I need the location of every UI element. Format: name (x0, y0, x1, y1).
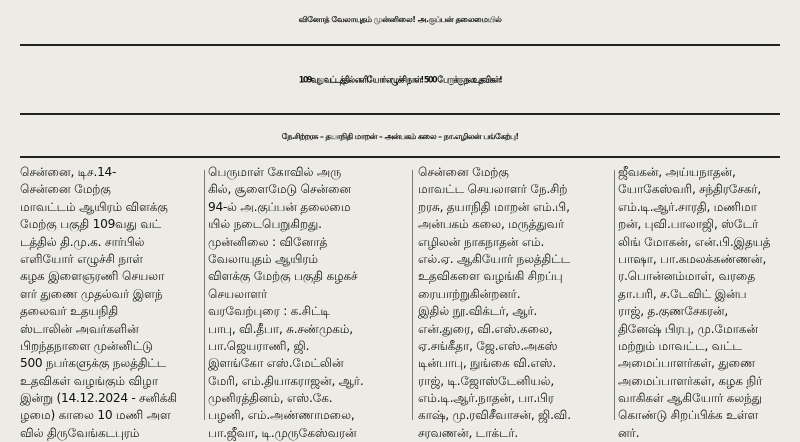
article-line: சென்னை மேற்கு (418, 165, 509, 179)
article-line: எம்.டி.ஆர்.நாதன், பா.பிர (418, 391, 554, 406)
article-line: வேலாயுதம் ஆயிரம் (208, 251, 318, 266)
article-line: டத்தில் தி.மு.க. சார்பில் (20, 234, 145, 249)
article-line: வரவேற்புரை : க.சிட்டி (208, 304, 330, 319)
article-line: பா.ஜீவா, டி.முருகேஸ்வரன் (208, 425, 357, 440)
article-line: எல்.ஏ. ஆகியோர் நலத்திட்ட (418, 251, 571, 266)
top-headline: வினோத் வேலாயுதம் முன்னிலை! அ.குப்பன் தலைமையில் (298, 15, 502, 24)
main-headline: 109வது வட்டத்தில் எளியோர் எழுச்சி நாள்! 500 பேருக்கு நலஉதவிகள்! (298, 74, 502, 85)
article-line: 500 நபர்களுக்கு நலத்திட்ட (20, 356, 167, 371)
article-line: எழிலன் நாகநாதன் எம். (418, 234, 545, 249)
article-line: மாவட்டம் ஆயிரம் விளக்கு (20, 199, 168, 214)
column-divider (614, 170, 615, 420)
article-line: ளர் துணை முதல்வர் இளந் (20, 286, 163, 301)
article-line: மேரி, எம்.தியாகராஜன், ஆர். (208, 373, 364, 388)
article-column-4 (618, 164, 798, 440)
article-line: பழனி, எம்.அண்ணாமலை, (208, 408, 355, 423)
article-line: அமைப்பாளர்கள், கழக நிர் (618, 373, 763, 388)
article-line: முனிரத்தினம், எஸ்.கே. (208, 391, 333, 406)
article-line: சென்னை, டிச.14- (20, 165, 117, 179)
article-line: விளக்கு மேற்கு பகுதி கழகச் (208, 269, 358, 284)
article-line: கில், சூளைமேடு சென்னை (208, 182, 352, 197)
article-line: பெருமாள் கோவில் அரு (208, 165, 342, 179)
article-line: ஸ்டாலின் அவர்களின் (20, 321, 139, 336)
article-line: இதில் நூ.விக்டர், ஆர். (418, 304, 538, 319)
article-line: உதவிகளை வழங்கி சிறப்பு (418, 269, 563, 284)
article-line: இன்று (14.12.2024 - சனிக்கி (20, 391, 177, 406)
article-line: வில் திருவேங்கடபுரம் (20, 425, 140, 440)
article-line: கழக இளைஞரணி செயலா (20, 269, 165, 284)
article-line: னர். (618, 425, 640, 440)
divider (20, 44, 780, 46)
article-line: எம்.டி.ஆர்.சாரதி, மணிமா (618, 199, 757, 214)
article-line: பா.ஜெயராணி, ஜி. (208, 338, 310, 353)
article-line: என்.துரை, வி.எஸ்.கலை, (418, 321, 553, 336)
article-line: முன்னிலை : வினோத் (208, 234, 328, 249)
article-line: ஜீவகன், அய்யநாதன், (618, 165, 736, 179)
article-line: அமைப்பாளர்கள், துணை (618, 356, 756, 371)
article-column-1 (20, 164, 200, 440)
article-line: மேற்கு பகுதி 109வது வட் (20, 217, 162, 232)
article-line: ராஜ், டி.ஜோஸ்டேனியல், (418, 373, 554, 388)
article-line: காஷ், மு.ரவிசீவாசன், ஜி.வி. (418, 408, 571, 423)
article-line: வாகிகள் ஆகியோர் கலந்து (618, 391, 762, 406)
article-line: கொண்டு சிறப்பிக்க உள்ள (618, 408, 759, 423)
article-line: லிங் மோகன், என்.பி.இதயத் (618, 234, 771, 249)
article-column-2 (208, 164, 403, 440)
article-line: மாவட்ட செயலாளர் நே.சிற் (418, 182, 568, 197)
divider (20, 113, 780, 115)
sub-headline: நே.சிற்றரசு – தயாநிதி மாறன் – அன்பகம் கலை – நா.எழிலன் பங்கேற்பு! (281, 132, 519, 141)
article-line: ழமை) காலை 10 மணி அள (20, 408, 171, 423)
article-line: தா.பரி, ச.டேவிட் இன்ப (618, 286, 747, 301)
article-line: ர.பொன்னம்மாள், வரதை (618, 269, 755, 284)
article-line: டின்பாபு, நுங்கை வி.எஸ். (418, 356, 556, 371)
article-line: உதவிகள் வழங்கும் விழா (20, 373, 158, 388)
article-line: சரவணன், டாக்டர். (418, 425, 518, 440)
article-line: ஏ.சங்கீதா, ஜே.எஸ்.அகஸ் (418, 338, 558, 353)
article-line: பிறந்தநாளை முன்னிட்டு (20, 338, 153, 353)
article-line: யோகேஸ்வரி, சந்திரசேகர், (618, 182, 761, 197)
article-line: மற்றும் மாவட்ட, வட்ட (618, 338, 742, 353)
column-divider (412, 170, 413, 420)
column-divider (204, 170, 205, 420)
article-column-3 (418, 164, 608, 440)
article-line: இளங்கோ எஸ்.மேட்லின் (208, 356, 344, 371)
article-line: பாபு, வி.தீபா, சு.சண்முகம், (208, 321, 353, 336)
article-line: றன், புவி.பாலாஜி, ஸ்டேர் (618, 217, 759, 232)
article-line: செயலாளர் (208, 286, 268, 301)
article-line: அன்பகம் கலை, மருத்துவர் (418, 217, 564, 232)
article-body (20, 164, 795, 440)
divider (20, 156, 780, 158)
article-line: ரையாற்றுகின்றனர். (418, 286, 521, 301)
article-line: றரசு, தயாநிதி மாறன் எம்.பி, (418, 199, 570, 214)
article-line: சென்னை மேற்கு (20, 182, 111, 197)
article-line: தினேஷ் பிரபு, மு.மோகன் (618, 321, 758, 336)
article-line: பாஷா, பா.கமலக்கண்ணன், (618, 251, 767, 266)
article-line: ராஜ், த.குணசேகரன், (618, 304, 728, 319)
article-line: எளியோர் எழுச்சி நாள் (20, 251, 143, 266)
article-line: 94-ல் அ.குப்பன் தலைமை (208, 199, 351, 214)
article-line: தலைவர் உதயநிதி (20, 304, 119, 319)
article-line: யில் நடைபெறுகிறது. (208, 217, 322, 232)
